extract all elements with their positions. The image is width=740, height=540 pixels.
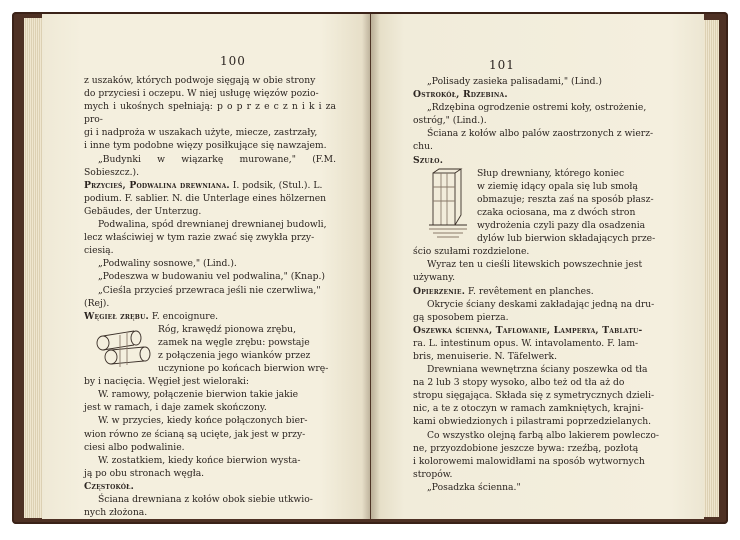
quote-line: (Rej). [84, 297, 110, 309]
line: chu. [413, 141, 433, 153]
quote-line: „Posadzka ścienna." [427, 481, 521, 493]
line: ostróg," (Lind.). [413, 115, 487, 127]
line: „Rdzębina ogrodzenie ostremi koły, ostrożenie, [427, 102, 647, 114]
line: mych i ukośnych spełniają: p o p r z e c z n i k i za pro- [84, 101, 336, 126]
page-number-left: 100 [220, 54, 246, 68]
line: w ziemię idący opala się lub smołą [477, 180, 638, 192]
line: Gebäudes, der Unterzug. [84, 205, 202, 217]
line: Ściana drewniana z kołów obok siebie utkwio- [98, 494, 313, 505]
line: Podwalina, spód drewnianej drewnianej budowli, [98, 219, 327, 231]
line: nych złożona. [84, 507, 148, 519]
line: Okrycie ściany deskami zakładając jedną na dru- [427, 298, 655, 310]
line: Drewniana wewnętrzna ściany poszewka od tła [427, 364, 648, 376]
line: „Budynki w wiązarkę murowane," (F.M. Sobieszcz.). [84, 153, 336, 178]
entry-heading-czestokol: Częstokół. [84, 480, 135, 492]
wegiel-figure-block [84, 323, 336, 375]
line: i inne tym podobne więzy posiłkujące się nawzajem. [84, 140, 327, 152]
line: ciesi albo podwalinie. [84, 441, 185, 453]
entry-heading-szulo: Szuło. [413, 154, 444, 166]
line: stropów. [413, 468, 453, 480]
post-with-grooves-illustration [427, 167, 471, 245]
line: Słup drewniany, którego koniec [477, 167, 625, 179]
line: z połączenia jego wianków przez [158, 349, 311, 361]
right-page [371, 14, 704, 519]
line: „Polisady zasieka palisadami," (Lind.) [427, 76, 602, 87]
page-edges-right [703, 20, 719, 517]
entry-heading-oszewka: Oszewka ścienna, Taflowanie, Lamperya, Tablatu- [413, 324, 643, 336]
line: zamek na węgle zrębu: powstaje [158, 336, 310, 348]
line: jest w ramach, i daje zamek skończony. [84, 402, 267, 414]
left-page [42, 14, 370, 519]
line: W. zostatkiem, kiedy końce bierwion wysta- [98, 454, 301, 466]
page-edges-left [24, 18, 44, 518]
line: Wyraz ten u cieśli litewskich powszechnie jest [427, 259, 643, 271]
entry-heading-ostrokol: Ostrokół, Rdzebina. [413, 89, 508, 101]
line: ciesią. [84, 245, 114, 257]
line: z uszaków, których podwoje sięgają w obie strony [84, 75, 316, 86]
line: W. ramowy, połączenie bierwion takie jakie [98, 389, 299, 401]
page-number-right: 101 [489, 58, 515, 72]
quote-line: „Cieśla przycieś przewraca jeśli nie czerwliwa," [98, 284, 321, 296]
line: W. w przycies, kiedy końce połączonych bier- [98, 415, 308, 427]
line: podium. F. sablier. N. die Unterlage eines hölzernen [84, 192, 327, 204]
line: wion równo ze ścianą są ucięte, jak jest w przy- [84, 428, 306, 440]
right-page-text [413, 75, 671, 494]
line: Róg, krawędź pionowa zrębu, [158, 323, 297, 335]
line: ją po obu stronach węgła. [84, 467, 205, 479]
line: stropu sięgająca. Składa się z symetrycznych dzieli- [413, 390, 655, 402]
line: czaka ociosana, ma z dwóch stron [477, 206, 636, 218]
log-corner-joint-illustration [94, 323, 152, 375]
entry-heading-przycies: Przycieś, Podwalina drewniana. I. podsik, (Stul.). L. [84, 179, 323, 191]
line: ra. L. intestinum opus. W. intavolamento. F. lam- [413, 337, 639, 349]
line: gą sposobem pierza. [413, 311, 509, 323]
line: bris, menuiserie. N. Täfelwerk. [413, 350, 558, 362]
line: kami obwiedzionych i pilastrami poprzedzielanych. [413, 416, 652, 428]
line: Ściana z kołów albo palów zaostrzonych z wierz- [427, 128, 654, 140]
book-gutter [362, 14, 380, 519]
line: ne, przyozdobione jeszcze bywa: rzeźbą, pozłotą [413, 442, 639, 454]
line: do przyciesi i oczepu. W niej usługę więzów pozio- [84, 88, 319, 100]
line: i kolorowemi malowidłami na sposób wytwornych [413, 455, 645, 467]
line: gi i nadproża w uszakach użyte, miecze, zastrzały, [84, 127, 318, 139]
quote-line: „Podwaliny sosnowe," (Lind.). [98, 258, 237, 270]
line: ścio szułami rozdzielone. [413, 246, 530, 258]
line: uczynione po końcach bierwion wrę- [158, 363, 329, 375]
line: obmazuje; reszta zaś na sposób płasz- [477, 193, 654, 205]
entry-heading-wegiel: Węgieł zrębu. F. encoignure. [84, 310, 219, 322]
line: używany. [413, 272, 456, 284]
left-page-text [84, 74, 336, 519]
line: na 2 lub 3 stopy wysoko, albo też od tła aż do [413, 377, 625, 389]
line: wydrożenia czyli pazy dla osadzenia [477, 220, 646, 232]
szulo-figure-block [413, 167, 671, 259]
line: by i nacięcia. Węgieł jest wieloraki: [84, 376, 249, 388]
entry-heading-opierzenie: Opierzenie. F. revêtement en planches. [413, 285, 594, 297]
line: lecz właściwiej w tym razie zwać się zwykła przy- [84, 232, 315, 244]
line: Co wszystko olejną farbą albo lakierem powleczo- [427, 429, 659, 441]
line: nic, a te z otoczyn w ramach zamkniętych, krajni- [413, 403, 644, 415]
quote-line: „Podeszwa w budowaniu vel podwalina," (Knap.) [98, 271, 325, 283]
line: dylów lub bierwion składających prze- [477, 233, 656, 245]
